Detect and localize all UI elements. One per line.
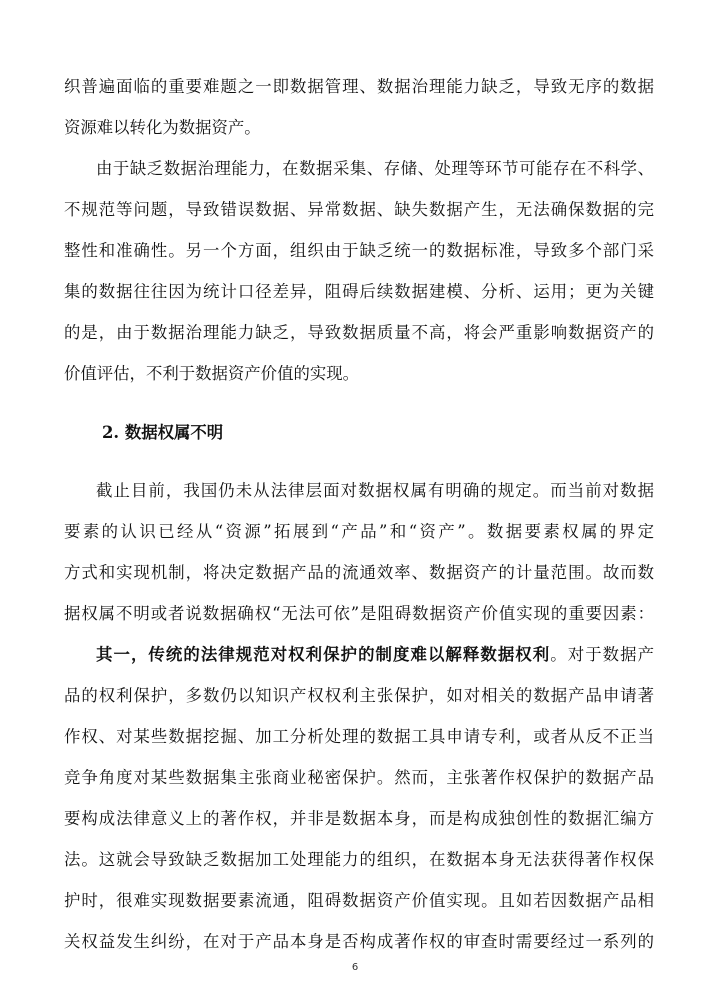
paragraph-1-line-1: 织普遍面临的重要难题之一即数据管理、数据治理能力缺乏，导致无序的数据 [64, 77, 654, 96]
paragraph-3-line-4: 据权属不明或者说数据确权“无法可依”是阻碍数据资产价值实现的重要因素： [64, 604, 654, 623]
section-heading: 2. 数据权属不明 [102, 423, 224, 442]
paragraph-2-line-4: 集的数据往往因为统计口径差异，阻碍后续数据建模、分析、运用；更为关键 [64, 282, 654, 301]
page-number: 6 [351, 962, 359, 973]
paragraph-1-line-2: 资源难以转化为数据资产。 [64, 118, 261, 137]
paragraph-4-line-8: 关权益发生纠纷，在对于产品本身是否构成著作权的审查时需要经过一系列的 [64, 932, 654, 951]
paragraph-4-line-7: 护时，很难实现数据要素流通，阻碍数据资产价值实现。且如若因数据产品相 [64, 891, 654, 910]
paragraph-2-line-2: 不规范等问题，导致错误数据、异常数据、缺失数据产生，无法确保数据的完 [64, 200, 654, 219]
paragraph-4-bold-lead: 其一，传统的法律规范对权利保护的制度难以解释数据权利 [96, 645, 551, 664]
paragraph-4-line-1 [96, 644, 654, 666]
paragraph-2-line-5: 的是，由于数据治理能力缺乏，导致数据质量不高，将会严重影响数据资产的 [64, 323, 654, 342]
paragraph-4-line-4: 竞争角度对某些数据集主张商业秘密保护。然而，主张著作权保护的数据产品 [64, 768, 654, 787]
paragraph-2-line-6: 价值评估，不利于数据资产价值的实现。 [64, 364, 360, 383]
paragraph-3-line-1: 截止目前，我国仍未从法律层面对数据权属有明确的规定。而当前对数据 [96, 481, 654, 500]
paragraph-3-line-2: 要素的认识已经从“资源”拓展到“产品”和“资产”。数据要素权属的界定 [64, 522, 654, 541]
paragraph-4-first-rest: 。对于数据产 [550, 645, 654, 664]
paragraph-2-line-1: 由于缺乏数据治理能力，在数据采集、存储、处理等环节可能存在不科学、 [96, 159, 654, 178]
paragraph-4-line-6: 法。这就会导致缺乏数据加工处理能力的组织，在数据本身无法获得著作权保 [64, 850, 654, 869]
paragraph-3-line-3: 方式和实现机制，将决定数据产品的流通效率、数据资产的计量范围。故而数 [64, 563, 654, 582]
paragraph-2-line-3: 整性和准确性。另一个方面，组织由于缺乏统一的数据标准，导致多个部门采 [64, 241, 654, 260]
paragraph-4-line-5: 要构成法律意义上的著作权，并非是数据本身，而是构成独创性的数据汇编方 [64, 809, 654, 828]
paragraph-4-line-2: 品的权利保护，多数仍以知识产权权利主张保护，如对相关的数据产品申请著 [64, 686, 654, 705]
paragraph-4-line-3: 作权、对某些数据挖掘、加工分析处理的数据工具申请专利，或者从反不正当 [64, 727, 654, 746]
